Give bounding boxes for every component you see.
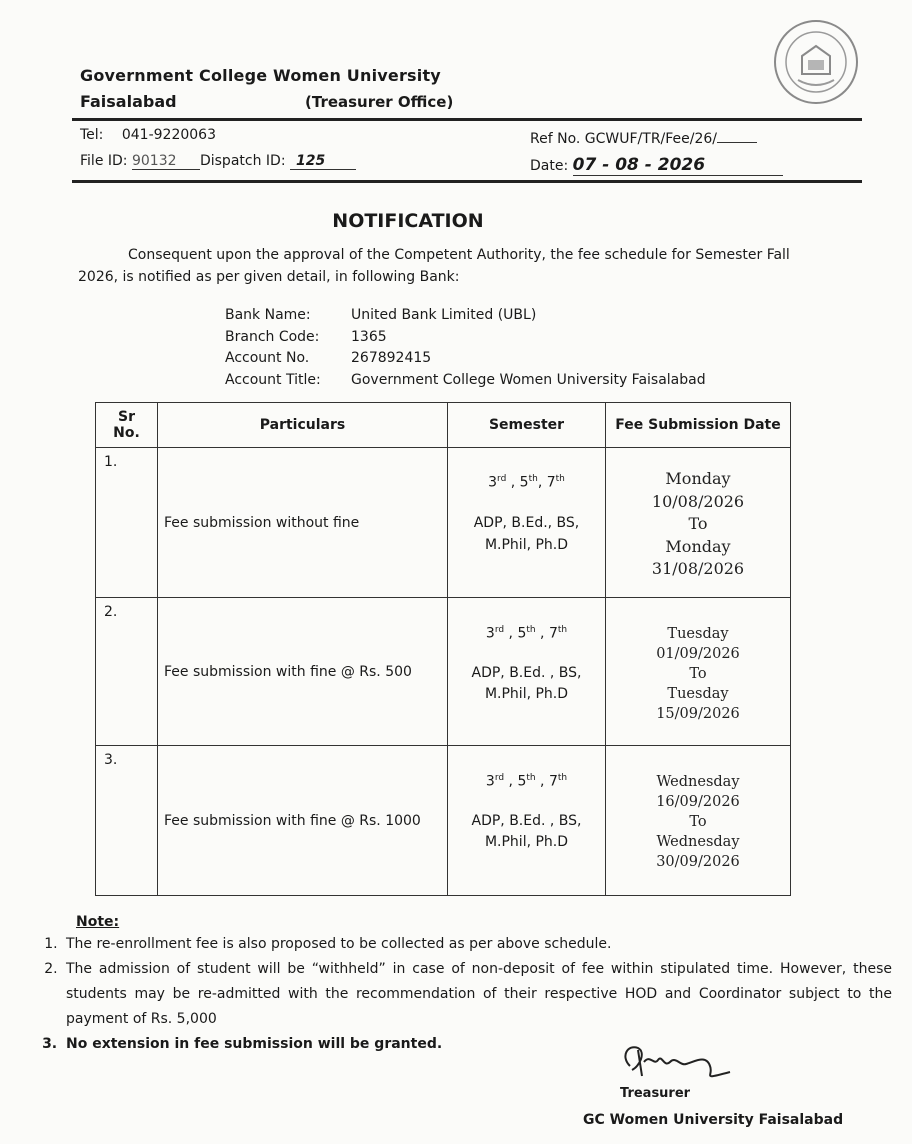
table-row [96,598,791,746]
notes-section [32,914,892,1057]
office-name: (Treasurer Office) [305,93,454,111]
row-sr: 3. [96,746,158,896]
bank-row: Account Title: Government College Women University Faisalabad [225,371,706,388]
university-name: Government College Women University [80,66,441,85]
table-header-row [96,403,791,448]
header-top-rule [72,118,862,121]
fee-schedule-table [95,402,791,896]
university-seal-icon [772,18,860,106]
file-id-value: 90132 [132,153,200,170]
row-dates: Wednesday 16/09/2026 To Wednesday 30/09/2026 [606,746,791,896]
col-particulars: Particulars [158,403,448,448]
handwritten-signature-icon [610,1036,750,1088]
intro-paragraph: Consequent upon the approval of the Competent Authority, the fee schedule for Semester Fall 2026, is notified as per given detail, in following Bank: [78,247,790,285]
date-line [530,155,783,176]
page-title: NOTIFICATION [332,210,484,232]
row-semester: 3rd , 5th, 7th ADP, B.Ed., BS, M.Phil, Ph.D [448,448,606,598]
dispatch-label: Dispatch ID: [199,153,286,169]
note-item: 3. No extension in fee submission will be granted. [62,1032,892,1057]
bank-row: Account No. 267892415 [225,350,432,366]
table-row [96,746,791,896]
row-semester: 3rd , 5th , 7th ADP, B.Ed. , BS, M.Phil, Ph.D [448,598,606,746]
bank-details [225,305,706,391]
university-city: Faisalabad [80,92,177,111]
table-row [96,448,791,598]
ref-line [530,131,757,147]
note-item: 1. The re-enrollment fee is also proposed to be collected as per above schedule. [62,932,892,957]
row-particular: Fee submission without fine [158,448,448,598]
col-sr-no: Sr No. [96,403,158,448]
tel-line [80,127,216,143]
signatory-designation: Treasurer [620,1086,691,1101]
header-bottom-rule [72,180,862,183]
date-label: Date: [530,158,569,174]
row-semester: 3rd , 5th , 7th ADP, B.Ed. , BS, M.Phil, Ph.D [448,746,606,896]
signatory-institution: GC Women University Faisalabad [583,1112,844,1128]
bank-row: Bank Name: United Bank Limited (UBL) [225,307,537,323]
bank-row: Branch Code: 1365 [225,328,387,345]
col-semester: Semester [448,403,606,448]
dispatch-id-value: 125 [290,153,356,170]
row-dates: Monday 10/08/2026 To Monday 31/08/2026 [606,448,791,598]
notes-list [32,932,892,1057]
notes-heading: Note: [76,914,120,930]
row-particular: Fee submission with fine @ Rs. 500 [158,598,448,746]
date-value: 07 - 08 - 2026 [573,155,783,176]
file-id-label: File ID: [80,153,128,169]
row-dates: Tuesday 01/09/2026 To Tuesday 15/09/2026 [606,598,791,746]
file-dispatch-line [80,153,356,170]
ref-label: Ref No. GCWUF/TR/Fee/26/ [530,131,718,147]
note-item: 2. The admission of student will be “withheld” in case of non-deposit of fee within stipulated time. However, these students may be re-admitted with the recommendation of their respective HOD and Coordinator subject to the payment of Rs. 5,000 [62,957,892,1032]
row-particular: Fee submission with fine @ Rs. 1000 [158,746,448,896]
tel-number: 041-9220063 [121,127,216,143]
tel-label: Tel: [80,127,104,143]
row-sr: 2. [96,598,158,746]
col-fee-date: Fee Submission Date [606,403,791,448]
row-sr: 1. [96,448,158,598]
